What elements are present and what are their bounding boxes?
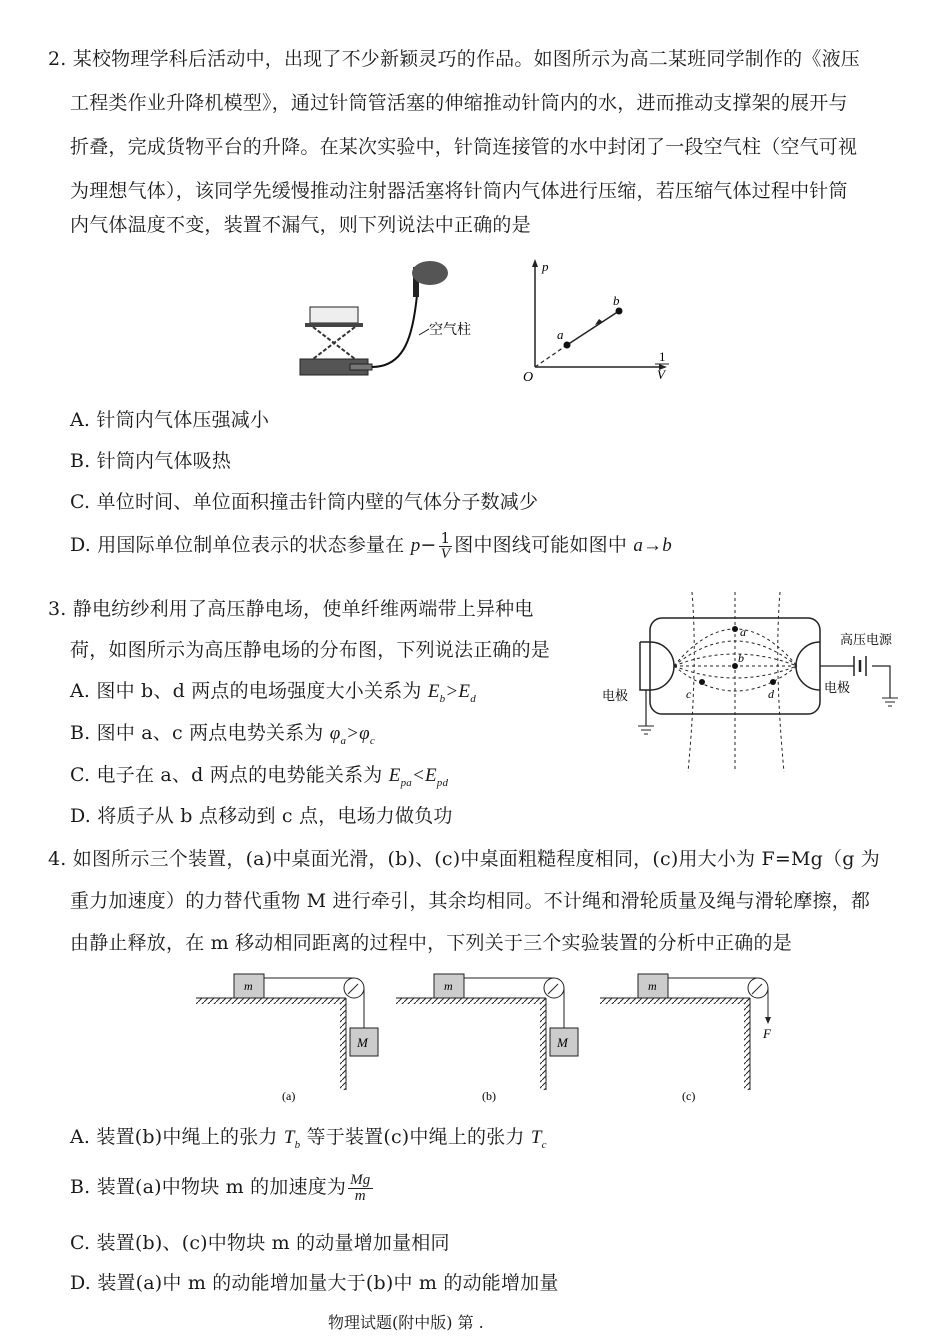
q4-stem-line-2: 重力加速度）的力替代重物 M 进行牵引，其余均相同。不计绳和滑轮质量及绳与滑轮摩擦，都 <box>70 890 871 912</box>
air-column-label: 空气柱 <box>429 322 471 338</box>
point-c-label: c <box>686 687 692 701</box>
point-b-label: b <box>738 651 744 665</box>
q2-stem-line-4: 为理想气体），该同学先缓慢推动注射器活塞将针筒内气体进行压缩，若压缩气体过程中针筒 <box>70 180 848 202</box>
setup-b <box>396 974 578 1103</box>
setup-a <box>196 974 378 1103</box>
fraction-1-over-v: $\frac{1}{V}$ <box>440 528 451 562</box>
right-electrode-label: 电极 <box>824 681 851 696</box>
point-a-label: a <box>740 625 746 639</box>
page-footer: 物理试题(附中版) 第 . <box>328 1313 484 1332</box>
lift-model-figure <box>295 255 495 385</box>
q3-option-b[interactable]: B. 图中 a、c 两点电势关系为 $\varphi_a>\varphi_c$ <box>70 722 375 747</box>
q4-stem-line-1: 4. 如图所示三个装置，(a)中桌面光滑，(b)、(c)中桌面粗糙程度相同，(c)用大小为 F=Mg（g 为 <box>48 848 881 870</box>
pulley-setups-figure <box>192 960 792 1105</box>
q2-option-d[interactable]: D. 用国际单位制单位表示的状态参量在 p− $\frac{1}{V}$ 图中图线可能如图中 a→b <box>70 528 672 562</box>
graph-point-b-label: b <box>613 293 620 308</box>
q3-stem-line-2: 荷，如图所示为高压静电场的分布图，下列说法正确的是 <box>70 639 551 661</box>
q4-option-a[interactable]: A. 装置(b)中绳上的张力 $T_b$ 等于装置(c)中绳上的张力 $T_c$ <box>70 1126 547 1151</box>
q4-option-d[interactable]: D. 装置(a)中 m 的动能增加量大于(b)中 m 的动能增加量 <box>70 1272 559 1294</box>
q2-stem-line-1: 2. 某校物理学科后活动中，出现了不少新颖灵巧的作品。如图所示为高二某班同学制作的《液压 <box>48 48 860 70</box>
graph-x-num: 1 <box>659 349 666 364</box>
electrostatic-field-figure <box>598 592 918 772</box>
q3-option-d[interactable]: D. 将质子从 b 点移动到 c 点，电场力做负功 <box>70 805 453 827</box>
q4-option-b[interactable]: B. 装置(a)中物块 m 的加速度为 $\frac{Mg}{m}$ <box>70 1171 371 1204</box>
graph-point-a-label: a <box>557 327 564 342</box>
svg-text:(a): (a) <box>282 1089 296 1103</box>
svg-text:(c): (c) <box>682 1089 696 1103</box>
svg-text:m: m <box>444 979 453 993</box>
q3-option-c[interactable]: C. 电子在 a、d 两点的电势能关系为 $E_{pa}<E_{pd}$ <box>70 764 449 789</box>
q2-stem-line-2: 工程类作业升降机模型》，通过针筒管活塞的伸缩推动针筒内的水，进而推动支撑架的展开与 <box>70 92 848 114</box>
svg-text:m: m <box>648 979 657 993</box>
svg-text:M: M <box>557 1035 568 1050</box>
point-d-label: d <box>768 687 774 701</box>
fraction-mg-over-m: $\frac{Mg}{m}$ <box>350 1171 371 1204</box>
graph-origin-label: O <box>523 370 534 385</box>
q2-stem-line-3: 折叠，完成货物平台的升降。在某次实验中，针筒连接管的水中封闭了一段空气柱（空气可视 <box>70 136 858 158</box>
q4-option-c[interactable]: C. 装置(b)、(c)中物块 m 的动量增加量相同 <box>70 1232 450 1254</box>
q2-option-c[interactable]: C. 单位时间、单位面积撞击针筒内壁的气体分子数减少 <box>70 491 539 513</box>
svg-text:m: m <box>244 979 253 993</box>
svg-text:(b): (b) <box>482 1089 496 1103</box>
q2-option-b[interactable]: B. 针筒内气体吸热 <box>70 450 232 472</box>
setup-c <box>600 974 772 1103</box>
left-electrode-label: 电极 <box>602 689 629 704</box>
q2-stem-line-5: 内气体温度不变，装置不漏气，则下列说法中正确的是 <box>70 214 531 236</box>
q2-option-a[interactable]: A. 针筒内气体压强减小 <box>70 409 270 431</box>
q3-stem-line-1: 3. 静电纺纱利用了高压静电场，使单纤维两端带上异种电 <box>48 598 534 620</box>
svg-text:F: F <box>763 1026 771 1041</box>
q4-stem-line-3: 由静止释放，在 m 移动相同距离的过程中，下列关于三个实验装置的分析中正确的是 <box>70 932 792 954</box>
p-inverse-v-graph <box>515 255 685 385</box>
graph-x-den: V <box>657 367 665 382</box>
hv-source-label: 高压电源 <box>840 633 893 648</box>
graph-p-label: p <box>542 259 549 274</box>
svg-text:M: M <box>357 1035 368 1050</box>
q3-option-a[interactable]: A. 图中 b、d 两点的电场强度大小关系为 $E_b>E_d$ <box>70 680 476 705</box>
